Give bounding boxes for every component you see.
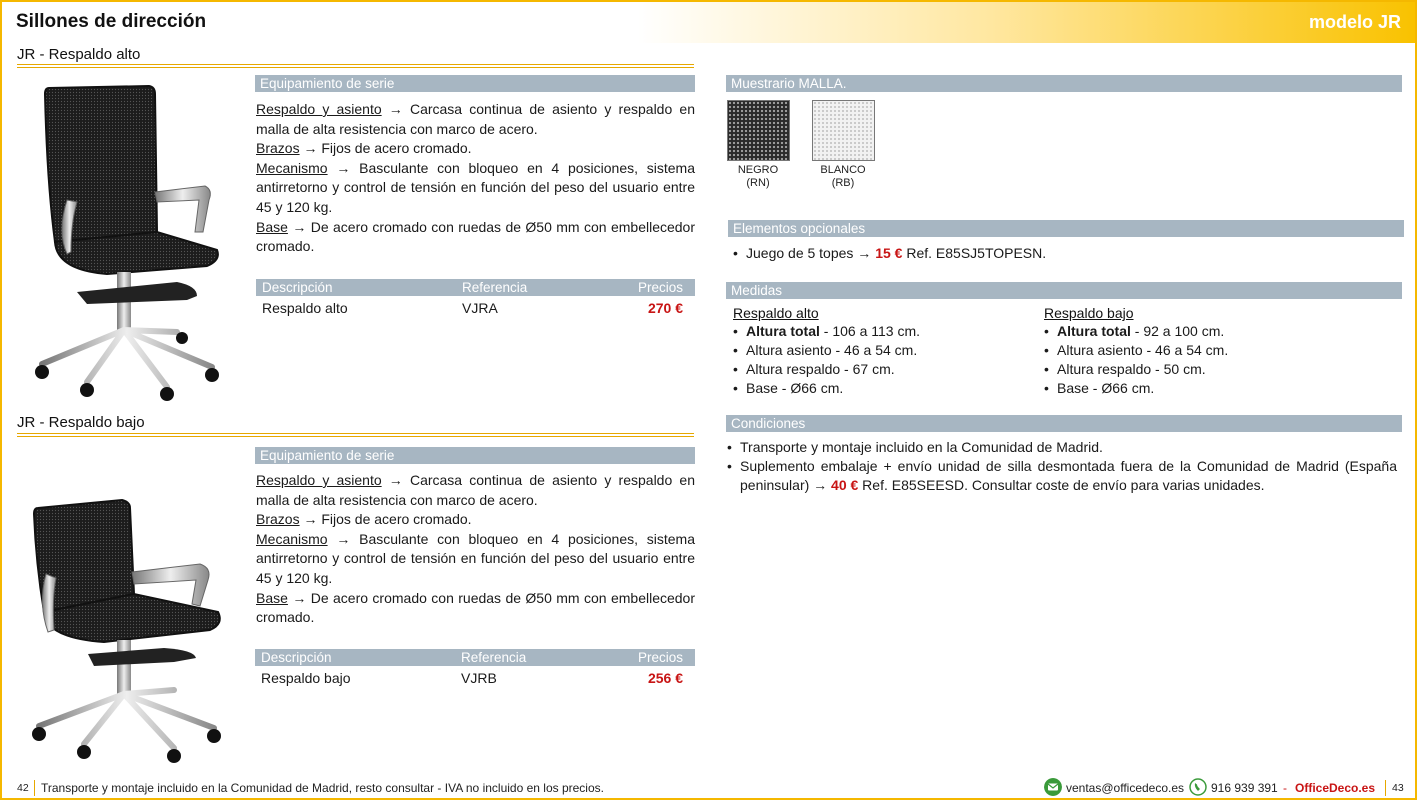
swatch-blanco: [812, 100, 875, 161]
list-item: • Altura asiento - 46 a 54 cm.: [733, 341, 1033, 360]
row-ref: VJRB: [461, 670, 497, 686]
brand-link[interactable]: OfficeDeco.es: [1295, 781, 1376, 795]
feature-name: Brazos: [256, 511, 300, 528]
row-ref: VJRA: [462, 300, 498, 316]
swatch-label-negro: NEGRO (RN): [737, 164, 779, 189]
section-divider: [17, 433, 694, 437]
feature-name: Respaldo y asiento: [256, 101, 382, 117]
row-desc: Respaldo alto: [262, 300, 348, 316]
col-ref: Referencia: [462, 280, 528, 295]
feature-name: Base: [256, 589, 288, 606]
table-header: [256, 279, 695, 296]
price-table-alto: [256, 279, 695, 320]
medidas-bajo-list: [1044, 322, 1344, 398]
table-row: [255, 666, 695, 690]
optional-header: Elementos opcionales: [728, 220, 1404, 237]
feature-name: Mecanismo: [256, 530, 328, 547]
col-desc: Descripción: [261, 650, 332, 665]
row-desc: Respaldo bajo: [261, 670, 351, 686]
medidas-alto-list: [733, 322, 1033, 398]
list-item: • Altura total - 106 a 113 cm.: [733, 322, 1033, 341]
feature-text: Basculante con bloqueo en 4 posiciones, sistema antirretorno y control de tensión en función del peso del usuario entre 45 y 120 kg.: [256, 530, 696, 586]
condiciones-header: Condiciones: [726, 415, 1402, 432]
list-item: • Altura total - 92 a 100 cm.: [1044, 322, 1344, 341]
condiciones-list: [727, 438, 1397, 495]
condiciones-price: 40 €: [831, 477, 859, 493]
swatch-label-blanco: BLANCO (RB): [820, 164, 866, 189]
product-title-alto: JR - Respaldo alto: [17, 46, 141, 63]
feature-text: Fijos de acero cromado.: [321, 511, 472, 528]
equip-header-bajo: Equipamiento de serie: [255, 447, 695, 464]
feature-name: Mecanismo: [256, 159, 328, 176]
equip-header-alto: Equipamiento de serie: [255, 75, 695, 92]
optional-list: [733, 244, 1393, 263]
swatch-negro: [727, 100, 790, 161]
list-item: • Transporte y montaje incluido en la Comunidad de Madrid.: [727, 438, 1397, 457]
phone-link[interactable]: 916 939 391: [1211, 781, 1278, 795]
feature-text: Basculante con bloqueo en 4 posiciones, sistema antirretorno y control de tensión en función del peso del usuario entre 45 y 120 kg.: [256, 159, 696, 215]
medidas-bajo-title: Respaldo bajo: [1044, 305, 1134, 321]
features-alto: Respaldo y asiento → Carcasa continua de asiento y respaldo en malla de alta resistencia con marco de acero. Brazos → Fijos de acero cromado. Mecanismo → Basculante con bloqueo en 4 posiciones, sistema antirretorno y control de tensión en función del peso del usuario entre 45 y 120 kg. Base → De acero cromado con ruedas de Ø50 mm con embellecedor cromado.: [256, 101, 696, 255]
medidas-header: Medidas: [726, 282, 1402, 299]
model-label: modelo JR: [1308, 12, 1401, 32]
email-link[interactable]: ventas@officedeco.es: [1066, 781, 1185, 795]
feature-name: Respaldo y asiento: [256, 472, 382, 488]
feature-text: Carcasa continua de asiento y respaldo en malla de alta resistencia con marco de acero.: [256, 472, 695, 508]
features-bajo: Respaldo y asiento → Carcasa continua de asiento y respaldo en malla de alta resistencia con marco de acero. Brazos → Fijos de acero cromado. Mecanismo → Basculante con bloqueo en 4 posiciones, sistema antirretorno y control de tensión en función del peso del usuario entre 45 y 120 kg. Base → De acero cromado con ruedas de Ø50 mm con embellecedor cromado.: [256, 472, 696, 626]
section-divider: [17, 64, 694, 68]
price-table-bajo: [255, 649, 695, 690]
list-item: • Altura asiento - 46 a 54 cm.: [1044, 341, 1344, 360]
page-header: [2, 2, 1415, 43]
table-header: [255, 649, 695, 666]
col-desc: Descripción: [262, 280, 333, 295]
phone-icon: [1189, 778, 1207, 796]
footer-separator: [34, 780, 35, 796]
page-number-right: 43: [1392, 782, 1404, 794]
col-price: Precios: [637, 650, 683, 665]
feature-text: De acero cromado con ruedas de Ø50 mm con embellecedor cromado.: [256, 218, 696, 255]
chair-low-back-image: [24, 494, 229, 764]
page-footer: [2, 776, 1415, 800]
list-item: • Altura respaldo - 50 cm.: [1044, 360, 1344, 379]
list-item: • Altura respaldo - 67 cm.: [733, 360, 1033, 379]
list-item: • Base - Ø66 cm.: [733, 379, 1033, 398]
footer-note: Transporte y montaje incluido en la Comunidad de Madrid, resto consultar - IVA no incluido en los precios.: [41, 781, 604, 795]
list-item: • Base - Ø66 cm.: [1044, 379, 1344, 398]
table-row: [256, 296, 695, 320]
chair-high-back-image: [27, 82, 227, 402]
row-price: 256 €: [647, 670, 683, 686]
page-number-left: 42: [17, 782, 29, 794]
footer-dash: -: [1283, 781, 1287, 795]
medidas-alto-title: Respaldo alto: [733, 305, 819, 321]
col-price: Precios: [637, 280, 683, 295]
feature-text: De acero cromado con ruedas de Ø50 mm con embellecedor cromado.: [256, 589, 696, 626]
feature-name: Brazos: [256, 140, 300, 157]
feature-name: Base: [256, 218, 288, 235]
optional-price: 15 €: [875, 245, 903, 261]
list-item: • Juego de 5 topes → 15 € Ref. E85SJ5TOPESN.: [733, 244, 1393, 263]
list-item: • Suplemento embalaje + envío unidad de silla desmontada fuera de la Comunidad de Madrid (España peninsular) → 40 € Ref. E85SEESD. Consultar coste de envío para varias unidades.: [727, 457, 1397, 495]
email-icon: [1044, 778, 1062, 796]
feature-text: Carcasa continua de asiento y respaldo en malla de alta resistencia con marco de acero.: [256, 101, 695, 137]
page-title: Sillones de dirección: [16, 11, 207, 32]
swatches-header: Muestrario MALLA.: [726, 75, 1402, 92]
feature-text: Fijos de acero cromado.: [321, 140, 472, 157]
footer-separator: [1385, 780, 1386, 796]
product-title-bajo: JR - Respaldo bajo: [17, 414, 145, 431]
col-ref: Referencia: [461, 650, 527, 665]
row-price: 270 €: [647, 300, 683, 316]
